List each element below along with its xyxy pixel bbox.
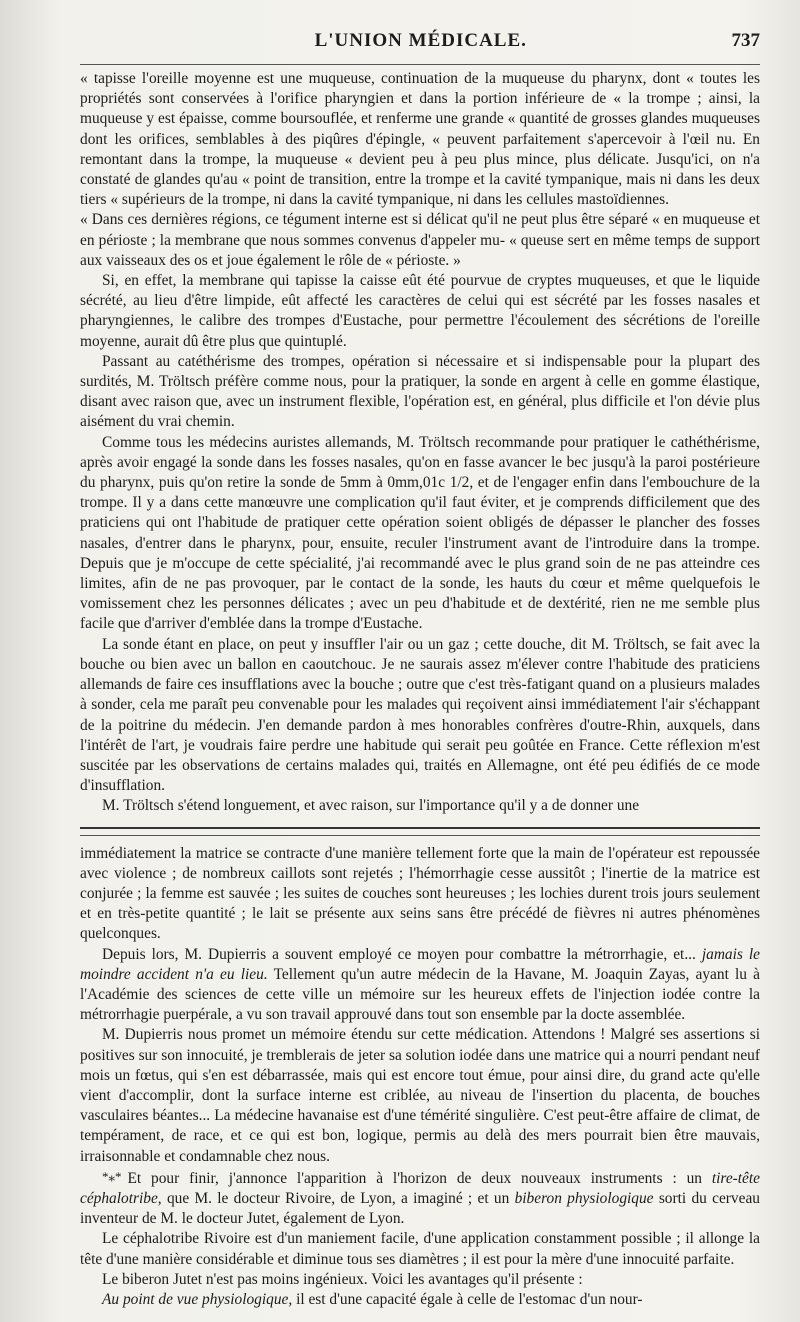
text-run: Et pour finir, j'annonce l'apparition à l'horizon de deux nouveaux instruments : un (127, 1169, 702, 1187)
quote-paragraph: « tapisse l'oreille moyenne est une muqueuse, continuation de la muqueuse du pharynx, dont « toutes les propriétés sont conservées à l'orifice pharyngien et dans la portion inférieure de « la trompe ; ainsi, la muqueuse y est épaisse, comme boursouflée, et renferme une grande « quantité de grosses glandes muqueuses dont les orifices, semblables à des piqûres d'épingle, « peuvent parfaitement s'apercevoir à l'œil nu. En remontant dans la trompe, la muqueuse « devient peu à peu plus mince, plus délicate. Jusqu'ici, on n'a constaté de glandes qu'au « point de transition, entre la trompe et la cavité tympanique, mais ni dans les deux tiers « supérieurs de la trompe, ni dans la cavité tympanique, ni dans les cellules mastoïdiennes. (80, 70, 760, 209)
body-paragraph: immédiatement la matrice se contracte d'une manière tellement forte que la main de l'opérateur est repoussée avec violence ; de nombreux caillots sont rejetés ; l'hémorrhagie cesse aussitôt ; l'inertie de la matrice est conjurée ; la femme est sauvée ; les suites de couches sont heureuses ; les lochies durent trois jours seulement et en très-petite quantité ; le lait se présente aux seins sans être précédé de fièvres ni autres phénomènes quelconques. (80, 844, 760, 943)
asterism: *⁎* (102, 1168, 122, 1184)
text-run: sorti du cerveau inventeur de M. le docteur Jutet, également de Lyon. (80, 1189, 760, 1228)
body-paragraph: M. Dupierris nous promet un mémoire étendu sur cette médication. Attendons ! Malgré ses assertions si positives sur son innocuité, je tremblerais de jeter sa solution iodée dans une matrice qui a nourri pendant neuf mois un fœtus, qui s'en est débarrassée, mais qui est encore tout émue, pour ainsi dire, du grand acte qu'elle vient d'accomplir, dont la surface interne est criblée, au niveau de l'insertion du placenta, de bouches vasculaires béantes... La médecine havanaise est d'une témérité singulière. C'est peut-être affaire de climat, de tempérament, de race, et ce qui est bon, logique, permis au delà des mers pourrait bien être mauvais, irraisonnable et condamnable chez nous. (80, 1026, 760, 1165)
text-run: Depuis lors, M. Dupierris a souvent employé ce moyen pour combattre la métrorrhagie, et... (102, 945, 696, 963)
page-header (80, 30, 760, 65)
body-paragraph: Le céphalotribe Rivoire est d'un maniement facile, d'une application constamment possible ; il allonge la tête d'une manière considérable et diminue tous ses diamètres ; il est pour la mère d'une innocuité parfaite. (80, 1230, 760, 1268)
body-paragraph: La sonde étant en place, on peut y insuffler l'air ou un gaz ; cette douche, dit M. Tröltsch, se fait avec la bouche ou bien avec un ballon en caoutchouc. Je ne saurais assez m'élever contre l'habitude des praticiens allemands de faire ces insufflations avec la bouche ; outre que c'est très-fatigant quand on a plusieurs malades à sonder, cela me paraît peu convenable pour les malades qui reçoivent ainsi immédiatement l'air s'échappant de la poitrine du médecin. J'en demande pardon à mes honorables confrères d'outre-Rhin, auxquels, dans l'intérêt de l'art, je voudrais faire perdre une habitude qui serait peu goûtée en France. Cette réflexion m'est suscitée par les observations de certains malades qui, traités en Allemagne, ont été peu édifiés de ce mode d'insufflation. (80, 635, 760, 795)
body-paragraph: Passant au catéthérisme des trompes, opération si nécessaire et si indispensable pour la plupart des surdités, M. Tröltsch préfère comme nous, pour la pratiquer, la sonde en argent à celle en gomme élastique, disant avec raison que, avec un instrument flexible, l'opération est, en général, plus difficile et l'on dévie plus aisément du vrai chemin. (80, 352, 760, 431)
body-paragraph: Si, en effet, la membrane qui tapisse la caisse eût été pourvue de cryptes muqueuses, et que le liquide sécrété, au lieu d'être limpide, eût affecté les caractères de celui qui est sécrété par les fosses nasales et pharyngiennes, le calibre des trompes d'Eustache, pour permettre l'écoulement des sécrétions de l'oreille moyenne, aurait dû être plus que quintuplé. (80, 272, 760, 350)
page-number: 737 (731, 30, 760, 51)
italic-text: jamais le moindre accident n'a eu lieu. (80, 945, 760, 983)
italic-text: biberon physiologique (514, 1189, 654, 1207)
italic-text: tire-tête céphalotribe, (80, 1169, 760, 1207)
italic-text: Au point de vue physiologique, (102, 1290, 293, 1308)
body-paragraph (80, 1290, 760, 1310)
bottom-feuilleton (80, 844, 760, 1311)
body-paragraph: Le biberon Jutet n'est pas moins ingénieux. Voici les avantages qu'il présente : (102, 1270, 583, 1288)
running-title: L'UNION MÉDICALE. (314, 30, 527, 51)
section-divider (80, 827, 760, 836)
text-run: que M. le docteur Rivoire, de Lyon, a imaginé ; et un (166, 1189, 510, 1207)
quote-paragraph: « Dans ces dernières régions, ce tégument interne est si délicat qu'il ne peut plus être séparé « en muqueuse et en périoste ; la membrane que nous sommes convenus d'appeler mu- « queuse sert en même temps de support aux vaisseaux des os et joue également le rôle de « périoste. » (80, 211, 760, 269)
body-paragraph: M. Tröltsch s'étend longuement, et avec raison, sur l'importance qu'il y a de donner une (102, 797, 640, 815)
body-paragraph (80, 945, 760, 1026)
text-run: Tellement qu'un autre médecin de la Havane, M. Joaquin Zayas, ayant lu à l'Académie des sciences de cette ville un mémoire sur les heureux effets de l'injection iodée contre la métrorrhagie puerpérale, a vu son travail approuvé dans tout son ensemble par la docte assemblée. (80, 965, 760, 1024)
body-paragraph (80, 1167, 760, 1230)
top-article (80, 69, 760, 817)
text-run: il est d'une capacité égale à celle de l'estomac d'un nour- (296, 1290, 643, 1308)
body-paragraph: Comme tous les médecins auristes allemands, M. Tröltsch recommande pour pratiquer le cathéthérisme, après avoir engagé la sonde dans les fosses nasales, qu'on en fasse avancer le bec jusqu'à la paroi postérieure du pharynx, puis qu'on retire la sonde de 5mm à 0mm,01c 1/2, et de l'engager enfin dans l'embouchure de la trompe. Il y a dans cette manœuvre une complication qu'il faut éviter, et je comprends difficilement que des praticiens qui ont l'habitude de pratiquer cette opération soient obligés de dépasser le plancher des fosses nasales, d'entrer dans le pharynx, pour, ensuite, reculer l'instrument avant de l'introduire dans la trompe. Depuis que je m'occupe de cette spécialité, j'ai recommandé avec le plus grand soin de ne pas atteindre ces limites, afin de ne pas provoquer, par le contact de la sonde, les hauts du cœur et même quelquefois le vomissement chez les personnes délicates ; avec un peu d'habitude et de dextérité, rien ne me semble plus facile que d'arriver d'emblée dans la trompe d'Eustache. (80, 433, 760, 633)
